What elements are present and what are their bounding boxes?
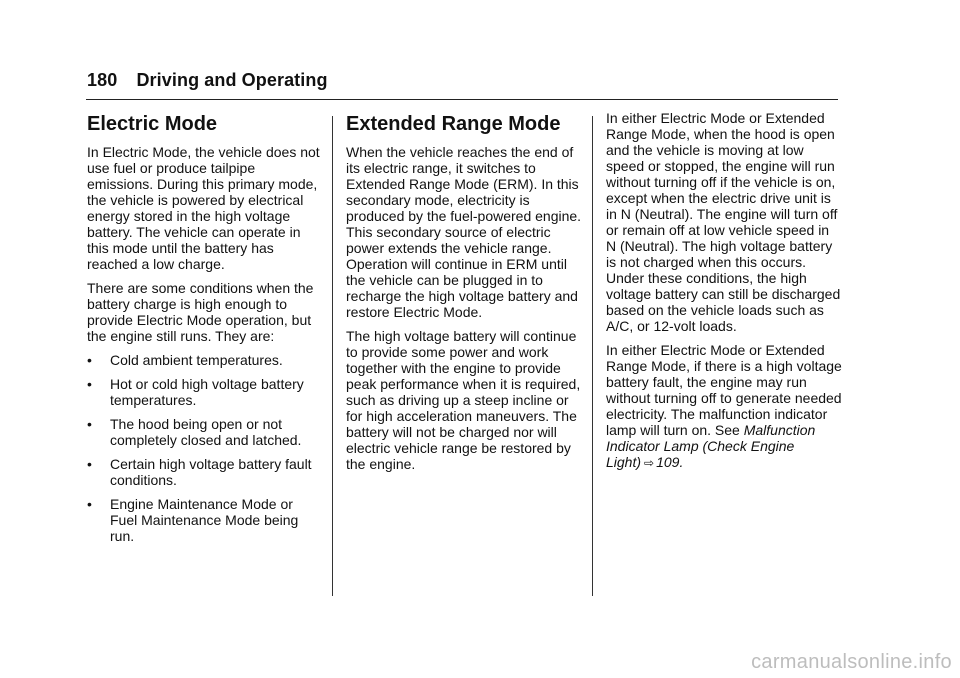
paragraph: The high voltage battery will continue to provide some power and work together with the engine to provide peak performance when it is required, such as driving up a steep incline or for high acceleration maneuvers. The battery will not be charged nor will electric vehicle range be restored by the engine. (346, 328, 581, 472)
paragraph: When the vehicle reaches the end of its electric range, it switches to Extended Range Mode (ERM). In this secondary mode, electricity is produced by the fuel-powered engine. This secondary source of electric power extends the vehicle range. Operation will continue in ERM until the vehicle can be plugged in to recharge the high voltage battery and restore Electric Mode. (346, 144, 582, 320)
heading-extended-range-mode: Extended Range Mode (346, 113, 561, 135)
paragraph-text: In either Electric Mode or Extended Range Mode, if there is a high voltage battery fault, the engine may run without turning off to generate needed electricity. The malfunction indicator lamp will turn on. See (606, 342, 842, 438)
list-item (87, 496, 323, 544)
paragraph: In either Electric Mode or Extended Range Mode, when the hood is open and the vehicle is moving at low speed or stopped, the engine will run without turning off if the vehicle is on, except when the electric drive unit is in N (Neutral). The engine will turn off or remain off at low vehicle speed in N (Neutral). The high voltage battery is not charged when this occurs. Under these conditions, the high voltage battery can still be discharged based on the vehicle loads such as A/C, or 12-volt loads. (606, 110, 841, 334)
header-divider (86, 99, 838, 100)
watermark: carmanualsonline.info (751, 651, 952, 673)
reference-suffix: . (679, 454, 684, 470)
column-divider-2 (592, 116, 593, 596)
column-hood-and-fault (606, 110, 842, 479)
bullet-icon: • (87, 456, 92, 472)
heading-electric-mode: Electric Mode (87, 113, 218, 135)
list-item-text: Hot or cold high voltage battery temperatures. (110, 376, 304, 408)
column-divider-1 (332, 116, 333, 596)
list-item-text: Cold ambient temperatures. (110, 352, 283, 368)
list-item-text: The hood being open or not completely closed and latched. (110, 416, 302, 448)
reference-title: Malfunction Indicator Lamp (Check Engine Light) (606, 422, 816, 470)
page-arrow-icon: ⇨ (644, 456, 655, 470)
reference-page: 109 (656, 454, 680, 470)
paragraph (606, 342, 842, 471)
column-extended-range-mode (346, 110, 582, 480)
bullet-icon: • (87, 352, 92, 368)
section-title: Driving and Operating (136, 70, 328, 90)
list-item-text: Certain high voltage battery fault conditions. (110, 456, 312, 488)
list-item (87, 416, 323, 448)
paragraph: There are some conditions when the battery charge is high enough to provide Electric Mode operation, but the engine still runs. They are: (87, 280, 314, 344)
list-item (87, 352, 323, 368)
paragraph: In Electric Mode, the vehicle does not use fuel or produce tailpipe emissions. During this primary mode, the vehicle is powered by electrical energy stored in the high voltage battery. The vehicle can operate in this mode until the battery has reached a low charge. (87, 144, 320, 272)
list-item (87, 376, 323, 408)
list-item (87, 456, 323, 488)
conditions-list (87, 352, 323, 544)
column-electric-mode (87, 110, 323, 552)
list-item-text: Engine Maintenance Mode or Fuel Maintenance Mode being run. (110, 496, 299, 544)
bullet-icon: • (87, 416, 92, 432)
page-number: 180 (87, 70, 118, 90)
page-header (87, 70, 328, 91)
bullet-icon: • (87, 376, 92, 392)
bullet-icon: • (87, 496, 92, 512)
